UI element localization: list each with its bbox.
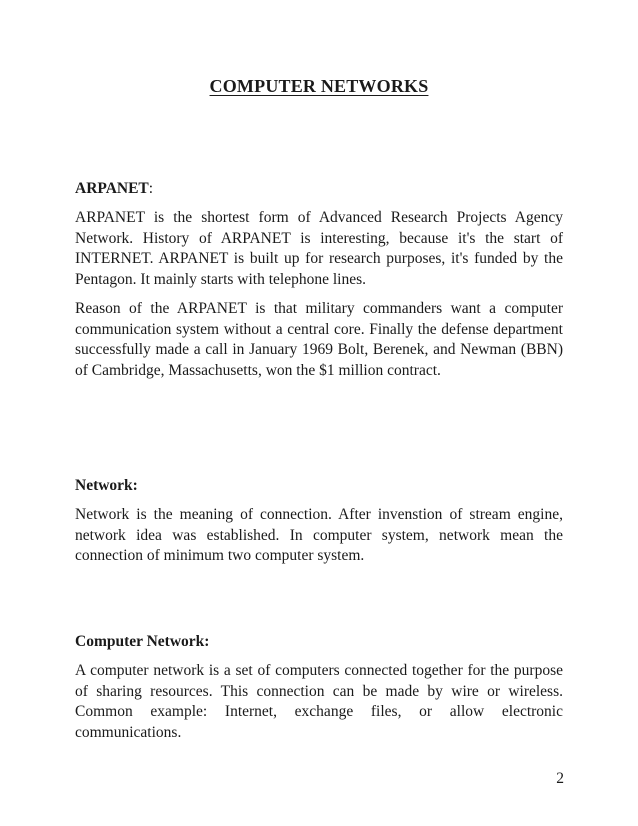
page-title: COMPUTER NETWORKS xyxy=(209,76,429,96)
paragraph-computer-network-definition: A computer network is a set of computers connected together for the purpose of sharing resources. This connection can be made by wire or wireless. Common example: Internet, exchange files, or allow electronic communications. xyxy=(75,662,563,741)
section-heading-arpanet xyxy=(75,179,563,198)
paragraph-arpanet-reason: Reason of the ARPANET is that military commanders want a computer communication system without a central core. Finally the defense department successfully made a call in January 1969 Bolt, Berenek, and Newman (BBN) of Cambridge, Massachusetts, won the $1 million contract. xyxy=(75,300,563,379)
paragraph-network-definition: Network is the meaning of connection. After invenstion of stream engine, network idea was established. In computer system, network mean the connection of minimum two computer system. xyxy=(75,506,563,564)
paragraph-arpanet-definition: ARPANET is the shortest form of Advanced Research Projects Agency Network. History of ARPANET is interesting, because it's the start of INTERNET. ARPANET is built up for research purposes, it's funded by the Pentagon. It mainly starts with telephone lines. xyxy=(75,209,563,288)
section-computer-network xyxy=(75,632,563,752)
section-network xyxy=(75,476,563,576)
page-number: 2 xyxy=(556,770,564,787)
section-heading-text: ARPANET xyxy=(75,180,149,197)
heading-colon: : xyxy=(148,180,154,197)
section-heading-computer-network: Computer Network: xyxy=(75,633,210,650)
section-heading-network: Network: xyxy=(75,477,138,494)
section-arpanet xyxy=(75,179,563,390)
